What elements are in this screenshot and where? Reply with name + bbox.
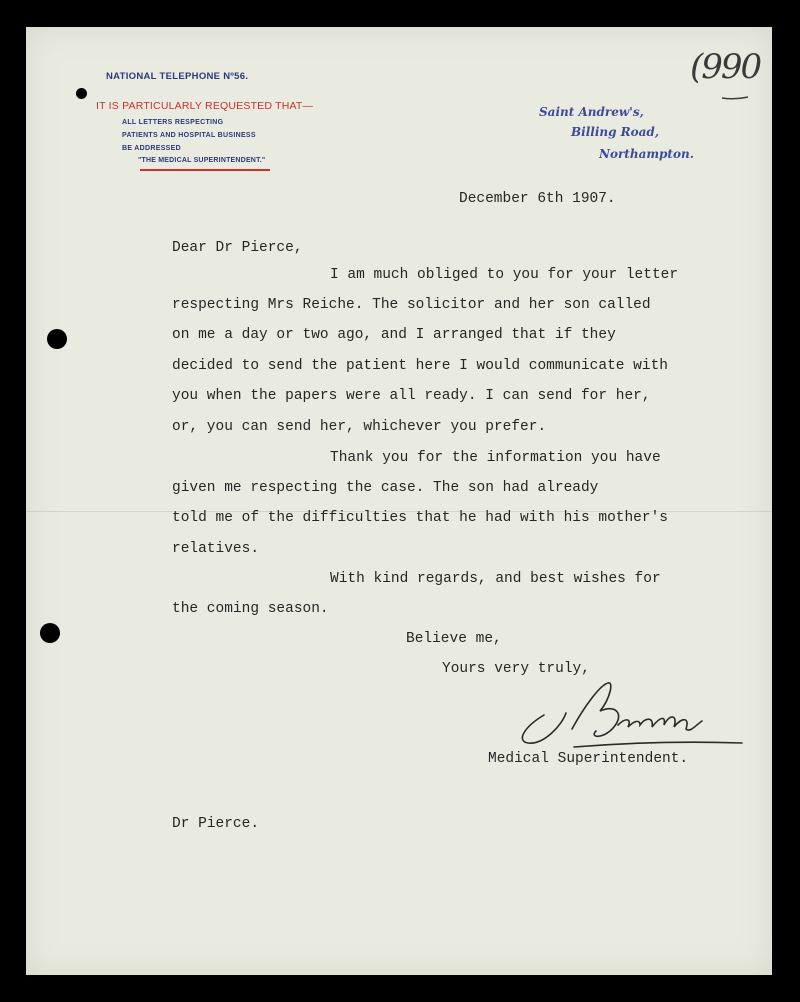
file-reference-number: (990: [690, 47, 761, 87]
body-line: With kind regards, and best wishes for: [330, 571, 661, 587]
address-line-1: Saint Andrew's,: [539, 105, 644, 119]
request-addressee: "THE MEDICAL SUPERINTENDENT.": [138, 157, 266, 164]
body-line: you when the papers were all ready. I can send for her,: [172, 388, 651, 404]
punch-hole: [40, 623, 60, 643]
letter-page: [26, 27, 772, 975]
body-line: told me of the difficulties that he had with his mother's: [172, 510, 668, 526]
salutation: Dear Dr Pierce,: [172, 240, 303, 256]
closing-line-2: Yours very truly,: [442, 661, 590, 677]
signer-title: Medical Superintendent.: [488, 751, 689, 767]
body-line: I am much obliged to you for your letter: [330, 267, 679, 283]
punch-hole: [76, 88, 87, 99]
body-line: relatives.: [172, 541, 260, 557]
handwritten-signature: [514, 677, 746, 757]
recipient-name: Dr Pierce.: [172, 816, 260, 832]
body-line: or, you can send her, whichever you prefer.: [172, 419, 547, 435]
address-line-2: Billing Road,: [571, 125, 659, 139]
body-line: given me respecting the case. The son had already: [172, 480, 599, 496]
body-line: the coming season.: [172, 601, 329, 617]
closing-line-1: Believe me,: [406, 631, 502, 647]
file-reference-underline: [720, 95, 750, 101]
body-line: decided to send the patient here I would communicate with: [172, 358, 668, 374]
request-heading: IT IS PARTICULARLY REQUESTED THAT—: [96, 100, 314, 112]
body-line: respecting Mrs Reiche. The solicitor and her son called: [172, 297, 651, 313]
body-line: Thank you for the information you have: [330, 450, 661, 466]
request-line-2: PATIENTS AND HOSPITAL BUSINESS: [122, 132, 256, 139]
request-line-3: BE ADDRESSED: [122, 145, 181, 152]
request-line-1: ALL LETTERS RESPECTING: [122, 119, 224, 126]
addressee-underline: [140, 169, 270, 171]
letter-date: December 6th 1907.: [459, 191, 616, 207]
punch-hole: [47, 329, 67, 349]
address-line-3: Northampton.: [599, 147, 694, 161]
telephone-number: NATIONAL TELEPHONE Nº56.: [106, 71, 249, 82]
body-line: on me a day or two ago, and I arranged that if they: [172, 327, 616, 343]
